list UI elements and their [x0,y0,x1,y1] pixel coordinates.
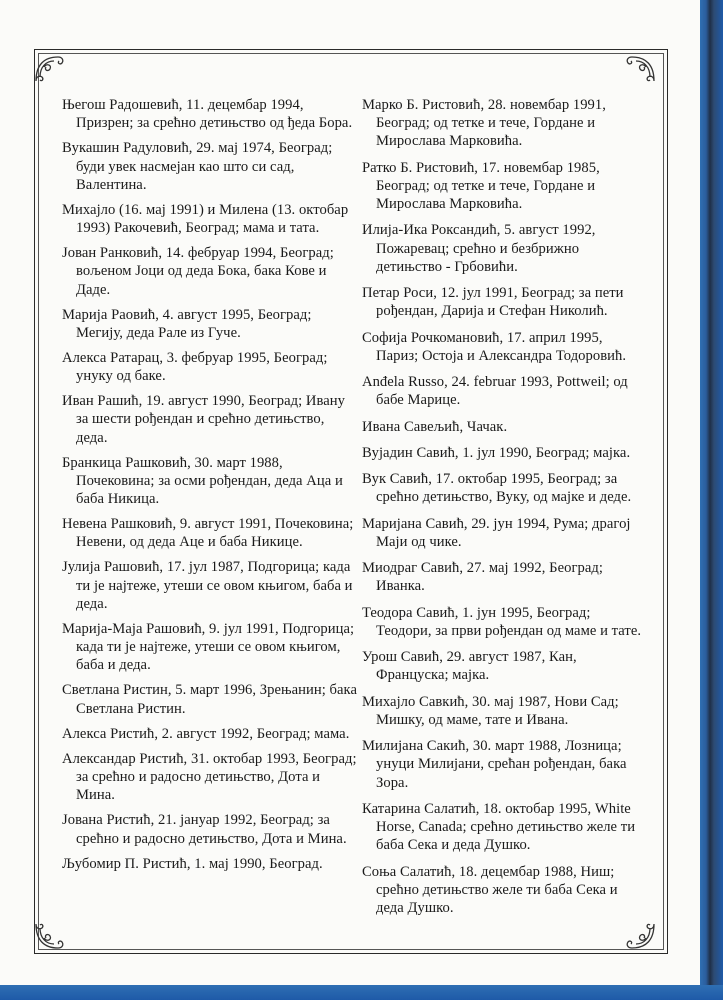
dedication-entry: Александар Ристић, 31. октобар 1993, Београд; за срећно и радосно детињство, Дота и Мина. [62,750,357,804]
corner-flourish-top-left-icon [34,53,68,83]
book-cover-bottom-edge [0,985,723,1000]
dedication-entry: Софија Рочкомановић, 17. април 1995, Париз; Остоја и Александра Тодоровић. [362,329,627,364]
left-column [62,96,358,880]
dedication-entry: Урош Савић, 29. август 1987, Кан, Француска; мајка. [362,649,577,684]
dedication-entry: Његош Радошевић, 11. децембар 1994, Призрен; за срећно детињство од ђеда Бора. [62,97,353,132]
dedication-entry: Марија-Маја Рашовић, 9. јул 1991, Подгорица; када ти је најтеже, утеши се овом књигом, баба и деда. [62,620,355,674]
book-cover-edge [700,0,723,1000]
dedication-entry: Ивана Савељић, Чачак. [362,418,508,435]
dedication-entry: Јулија Рашовић, 17. јул 1987, Подгорица; када ти је најтеже, утеши се овом књигом, баба и деда. [62,559,353,612]
dedication-entry: Петар Роси, 12. јул 1991, Београд; за пети рођендан, Дарија и Стефан Николић. [362,285,624,320]
dedication-entry: Соња Салатић, 18. децембар 1988, Ниш; срећно детињство желе ти баба Сека и деда Душко. [362,863,618,917]
dedication-entry: Марија Раовић, 4. август 1995, Београд; Мегију, деда Рале из Гуче. [62,306,312,341]
dedication-entry: Теодора Савић, 1. јун 1995, Београд; Теодори, за први рођендан од маме и тате. [362,604,642,639]
dedication-entry: Јована Ристић, 21. јануар 1992, Београд; за срећно и радосно детињство, Дота и Мина. [62,812,347,847]
dedication-entry: Иван Рашић, 19. август 1990, Београд; Ивану за шести рођендан и срећно детињство, деда. [62,393,345,446]
dedication-entry: Миодраг Савић, 27. мај 1992, Београд; Иванка. [362,560,603,595]
dedication-entry: Ратко Б. Ристовић, 17. новембар 1985, Београд; од тетке и тече, Гордане и Мирослава Марковића. [362,159,600,213]
dedication-entry: Јован Ранковић, 14. фебруар 1994, Београд; вољеном Јоци од деда Бока, бака Кове и Даде. [62,245,334,298]
dedication-entry: Алекса Ристић, 2. август 1992, Београд; мама. [62,725,350,742]
dedication-entry: Светлана Ристин, 5. март 1996, Зрењанин; бака Светлана Ристин. [62,682,357,717]
dedication-entry: Вукашин Радуловић, 29. мај 1974, Београд; буди увек насмејан као што си сад, Валентина. [62,140,333,193]
corner-flourish-bottom-right-icon [622,922,656,952]
dedication-entry: Катарина Салатић, 18. октобар 1995, White Horse, Canada; срећно детињство желе ти баба Сека и деда Душко. [362,800,636,854]
dedication-entry: Anđela Russo, 24. februar 1993, Pottweil; од бабе Марице. [362,374,628,409]
corner-flourish-top-right-icon [622,53,656,83]
dedication-entry: Невена Рашковић, 9. август 1991, Почековина; Невени, од деда Аце и баба Никице. [62,516,354,551]
dedication-entry: Илија-Ика Роксандић, 5. август 1992, Пожаревац; срећно и безбрижно детињство - Грбовићи. [362,222,596,275]
dedication-entry: Вук Савић, 17. октобар 1995, Београд; за срећно детињство, Вуку, од мајке и деде. [362,471,632,506]
corner-flourish-bottom-left-icon [34,922,68,952]
dedication-entry: Вујадин Савић, 1. јул 1990, Београд; мајка. [362,444,631,461]
dedication-entry: Љубомир П. Ристић, 1. мај 1990, Београд. [62,855,323,872]
right-column [362,96,644,925]
dedication-entry: Милијана Сакић, 30. март 1988, Лозница; унуци Милијани, срећан рођендан, бака Зора. [362,738,627,791]
dedication-entry: Маријана Савић, 29. јун 1994, Рума; драгој Маји од чике. [362,515,631,550]
dedication-entry: Бранкица Рашковић, 30. март 1988, Почековина; за осми рођендан, деда Аца и баба Никица. [62,454,343,508]
dedication-entry: Алекса Ратарац, 3. фебруар 1995, Београд; унуку од баке. [62,349,328,385]
dedication-entry: Михајло Савкић, 30. мај 1987, Нови Сад; Мишку, од маме, тате и Ивана. [362,693,619,728]
dedication-entry: Михајло (16. мај 1991) и Милена (13. октобар 1993) Ракочевић, Београд; мама и тата. [62,201,349,236]
dedication-entry: Марко Б. Ристовић, 28. новембар 1991, Београд; од тетке и тече, Гордане и Мирослава Марковића. [362,97,606,150]
